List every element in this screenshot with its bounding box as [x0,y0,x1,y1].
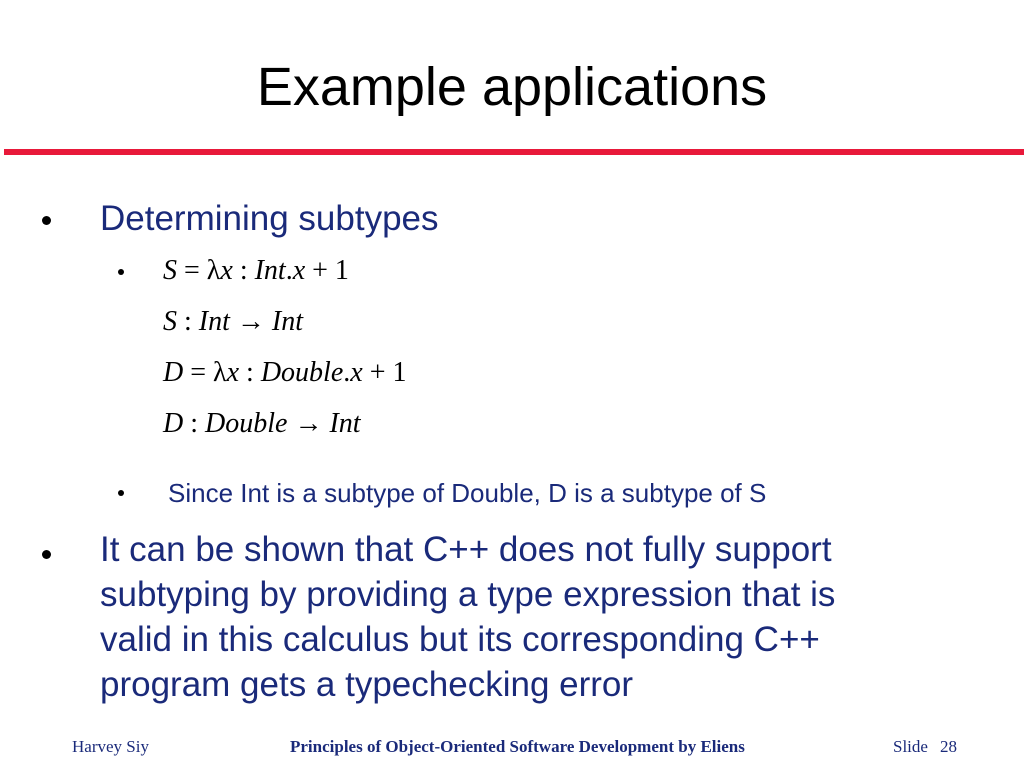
footer-slide-number: 28 [940,737,957,756]
bullet-text-line: It can be shown that C++ does not fully support [100,530,832,569]
formula-line-3 [163,356,407,390]
formula-token: + 1 [305,255,349,286]
formula-line-2 [163,305,303,339]
formula-token: : [239,357,261,388]
formula-token: : [177,306,199,337]
formula-token: → [229,306,272,337]
formula-token: x [226,357,240,388]
formula-token: Int [329,408,361,439]
formula-token: = λ [177,255,221,286]
formula-token: → [287,408,330,439]
bullet-text-line: program gets a typechecking error [100,665,634,704]
bullet-text-line: valid in this calculus but its corresponding C++ [100,620,820,659]
formula-token: x [350,357,363,388]
formula-token: Int [198,306,230,337]
formula-token: Int [254,255,286,286]
bullet-text-subtypes: Determining subtypes [100,199,439,238]
footer-author: Harvey Siy [72,737,149,756]
formula-token: D [163,408,184,439]
formula-line-4 [163,407,361,441]
formula-token: D [163,357,184,388]
formula-token: S [163,306,177,337]
formula-token: . [285,255,293,286]
footer-slide-label: Slide [893,737,928,756]
sub-bullet-dot [118,490,124,496]
formula-token: . [343,357,351,388]
bullet-text-line: subtyping by providing a type expression that is [100,575,836,614]
title-divider [4,149,1024,155]
formula-token: x [292,255,306,286]
formula-token: Double [205,408,288,439]
formula-token: x [220,255,233,286]
formula-token: Int [271,306,303,337]
formula-line-1 [163,254,349,288]
formula-token: : [183,408,206,439]
bullet-dot [42,550,51,559]
formula-token: + 1 [362,357,407,388]
formula-token: S [163,255,177,286]
formula-token: Double [260,357,344,388]
slide-title: Example applications [256,57,768,117]
sub-bullet-dot [118,269,124,275]
formula-token: = λ [183,357,227,388]
footer-course-title: Principles of Object-Oriented Software Development by Eliens [290,737,745,756]
sub-bullet-text: Since Int is a subtype of Double, D is a subtype of S [168,478,767,508]
formula-token: : [232,255,255,286]
bullet-dot [42,216,51,225]
